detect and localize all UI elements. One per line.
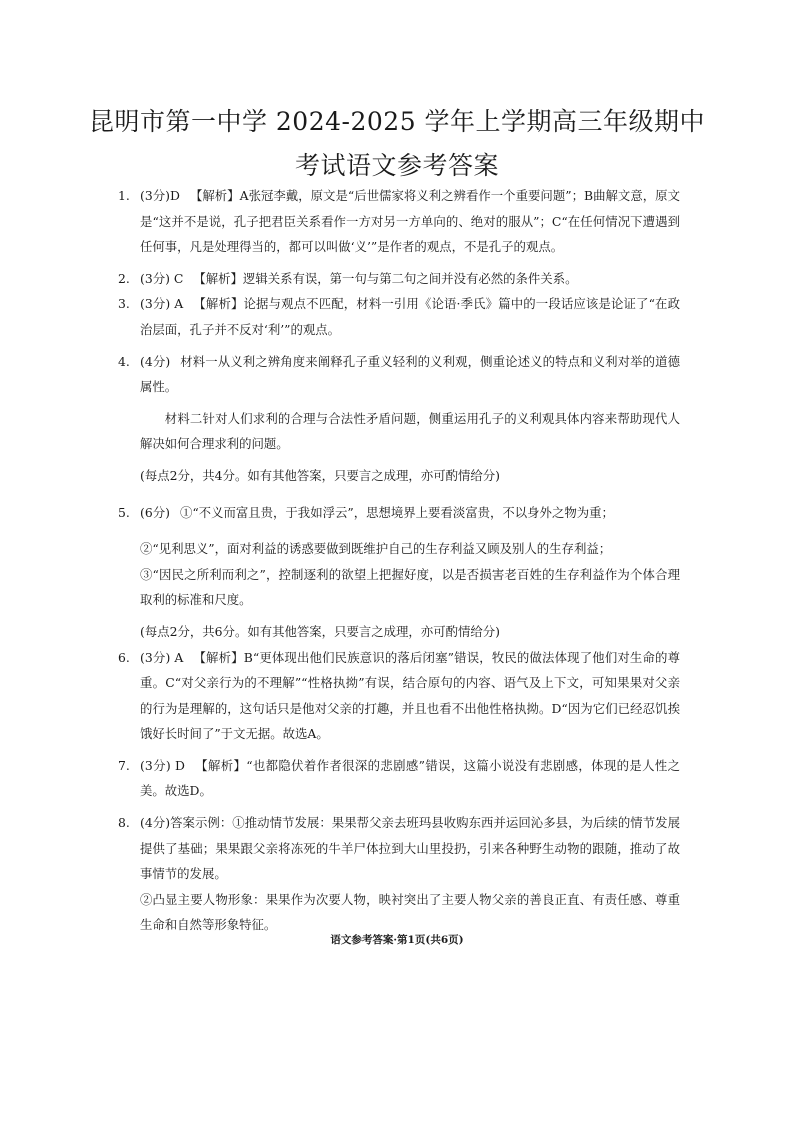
answer-score: (6分)	[140, 504, 170, 520]
answer-text: 【解析】论据与观点不匹配，材料一引用《论语·季氏》篇中的一段话应该是论证了“在政治层面，孔子并不反对‘利’”的观点。	[140, 296, 680, 337]
answer-list	[118, 183, 680, 938]
answer-text: 材料一从义利之辨角度来阐释孔子重义轻利的义利观，侧重论述义的特点和义利对举的道德属性。	[140, 353, 680, 395]
page-title-line-1: 昆明市第一中学 2024-2025 学年上学期高三年级期中	[88, 107, 706, 136]
answer-paragraph	[140, 349, 680, 400]
answer-score: (3分) A	[140, 649, 184, 665]
answer-text: 【解析】“也都隐伏着作者很深的悲剧感”错误，这篇小说没有悲剧感，体现的是人性之美。故选D。	[140, 757, 680, 799]
answer-number: 4.	[118, 353, 130, 369]
page-footer: 语文参考答案·第1页(共6页)	[330, 934, 464, 946]
answer-item-1	[118, 183, 680, 260]
answer-item-3	[118, 291, 680, 342]
answer-paragraph	[140, 810, 680, 887]
answer-number: 5.	[118, 504, 130, 520]
answer-number: 2.	[118, 270, 130, 286]
answer-item-7	[118, 753, 680, 804]
answer-number: 1.	[118, 188, 130, 203]
scoring-note: (每点2分，共6分。如有其他答案，只要言之成理，亦可酌情给分)	[140, 623, 500, 639]
answer-number: 8.	[118, 815, 130, 831]
answer-score: (3分) A	[140, 296, 184, 312]
answer-text: 【解析】B“更体现出他们民族意识的落后闭塞”错误，牧民的做法体现了他们对生命的尊重。C“对父亲行为的不理解”“性格执拗”有误，结合原句的内容、语气及上下文，可知果果对父亲的行为是理解的，这句话只是他对父亲的打趣，并且也看不出他性格执拗。D“因为它们已经忍饥挨饿好长时间了”于文无据。故选A。	[140, 649, 680, 742]
answer-paragraph: ③“因民之所利而利之”，控制逐利的欲望上把握好度，以是否损害老百姓的生存利益作为个体合理取利的标准和尺度。	[140, 566, 680, 608]
answer-number: 6.	[118, 649, 130, 665]
answer-paragraph	[140, 500, 680, 526]
scoring-note: (每点2分，共4分。如有其他答案，只要言之成理，亦可酌情给分)	[140, 467, 500, 483]
answer-score: (4分)	[140, 353, 171, 369]
answer-text: 答案示例：①推动情节发展：果果帮父亲去班玛县收购东西并运回沁多县，为后续的情节发展提供了基础；果果跟父亲将冻死的牛羊尸体拉到大山里投扔，引来各种野生动物的跟随，推动了故事情节的发展。	[140, 815, 680, 882]
answer-number: 7.	[118, 757, 130, 773]
answer-number: 3.	[118, 296, 130, 312]
page-title-line-2: 考试语文参考答案	[294, 151, 499, 180]
answer-score: (3分) D	[140, 757, 185, 773]
answer-item-2	[118, 266, 680, 292]
answer-text: ①“不义而富且贵，于我如浮云”，思想境界上要看淡富贵，不以身外之物为重；	[179, 504, 614, 520]
answer-text: 【解析】逻辑关系有误，第一句与第二句之间并没有必然的条件关系。	[193, 270, 578, 286]
answer-item-5	[118, 500, 680, 645]
answer-score: (3分) C	[140, 270, 184, 286]
answer-item-8	[118, 810, 680, 938]
answer-paragraph: 材料二针对人们求利的合理与合法性矛盾问题，侧重运用孔子的义利观具体内容来帮助现代人解决如何合理求利的问题。	[140, 410, 680, 452]
answer-item-6	[118, 645, 680, 747]
answer-paragraph: ②凸显主要人物形象：果果作为次要人物，映衬突出了主要人物父亲的善良正直、有责任感、尊重生命和自然等形象特征。	[140, 891, 680, 933]
answer-text: 【解析】A张冠李戴，原文是“后世儒家将义利之辨看作一个重要问题”；B曲解文意，原文是“这并不是说，孔子把君臣关系看作一方对另一方单向的、绝对的服从”；C“在任何情况下遭遇到任何事，凡是处理得当的，都可以叫做‘义’”是作者的观点，不是孔子的观点。	[140, 188, 680, 255]
answer-score: (3分)D	[140, 188, 180, 203]
answer-paragraph: ②“见利思义”，面对利益的诱惑要做到既维护自己的生存利益又顾及别人的生存利益；	[140, 541, 612, 557]
answer-item-4	[118, 349, 680, 489]
answer-score: (4分)	[140, 815, 171, 831]
